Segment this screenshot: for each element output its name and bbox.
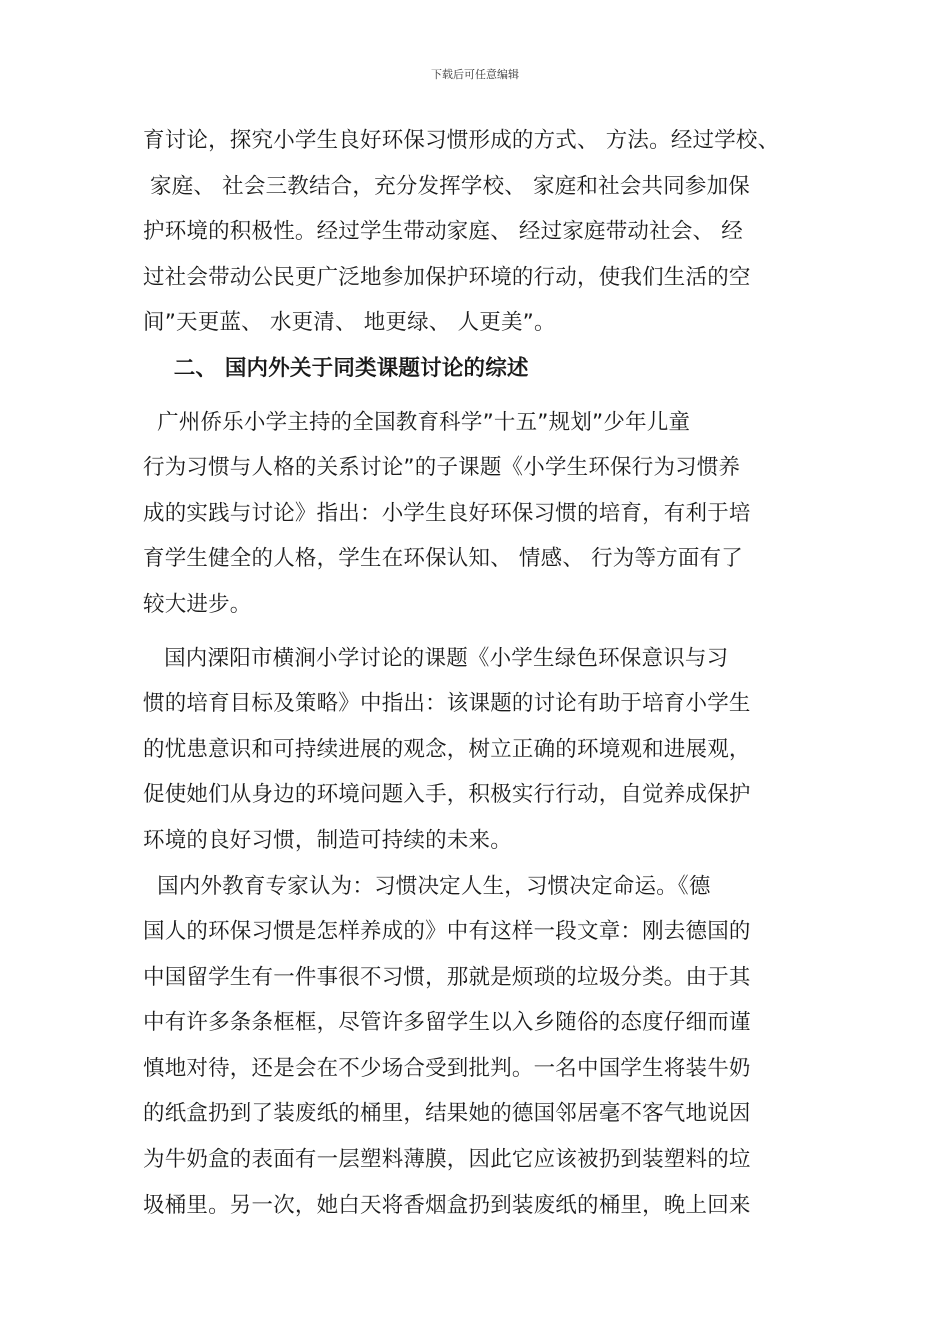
text-line: 中有许多条条框框，尽管许多留学生以入乡随俗的态度仔细而谨: [143, 1010, 751, 1036]
text-line: 惯的培育目标及策略》中指出：该课题的讨论有助于培育小学生: [143, 691, 751, 717]
paragraph-qiaole: [143, 400, 823, 628]
text-line: 的忧患意识和可持续进展的观念，树立正确的环境观和进展观，: [143, 736, 751, 762]
text-line: 国内外教育专家认为：习惯决定人生，习惯决定命运。《德: [143, 873, 711, 899]
text-line: 较大进步。: [143, 591, 252, 617]
text-line: 广州侨乐小学主持的全国教育科学”十五”规划”少年儿童: [143, 409, 691, 435]
paragraph-liyang: [143, 636, 823, 864]
paragraph-experts: [143, 864, 823, 1229]
text-line: 成的实践与讨论》指出：小学生良好环保习惯的培育，有利于培: [143, 500, 751, 526]
text-line: 国内溧阳市横涧小学讨论的课题《小学生绿色环保意识与习: [143, 645, 729, 671]
text-line: 环境的良好习惯，制造可持续的未来。: [143, 827, 512, 853]
text-line: 中国留学生有一件事很不习惯，那就是烦琐的垃圾分类。由于其: [143, 964, 751, 990]
text-line: 的纸盒扔到了装废纸的桶里，结果她的德国邻居毫不客气地说因: [143, 1101, 751, 1127]
text-line: 国人的环保习惯是怎样养成的》中有这样一段文章：刚去德国的: [143, 919, 751, 945]
text-line: 为牛奶盒的表面有一层塑料薄膜，因此它应该被扔到装塑料的垃: [143, 1147, 751, 1173]
text-line: 圾桶里。另一次，她白天将香烟盒扔到装废纸的桶里，晚上回来: [143, 1192, 751, 1218]
text-line: 育学生健全的人格，学生在环保认知、 情感、 行为等方面有了: [143, 546, 743, 572]
text-line: 促使她们从身边的环境问题入手，积极实行行动，自觉养成保护: [143, 782, 751, 808]
paragraph-continuation: [143, 118, 823, 346]
text-line: 护环境的积极性。经过学生带动家庭、 经过家庭带动社会、 经: [143, 219, 743, 245]
text-line: 慎地对待，还是会在不少场合受到批判。一名中国学生将装牛奶: [143, 1055, 751, 1081]
section-heading: [143, 346, 823, 392]
text-line: 育讨论，探究小学生良好环保习惯形成的方式、 方法。经过学校、: [143, 128, 780, 153]
document-body: [143, 118, 823, 1228]
text-line: 间”天更蓝、 水更清、 地更绿、 人更美”。: [143, 310, 556, 336]
text-line: 家庭、 社会三教结合，充分发挥学校、 家庭和社会共同参加保: [143, 173, 751, 199]
section-heading-text: 二、 国内外关于同类课题讨论的综述: [143, 355, 529, 381]
text-line: 行为习惯与人格的关系讨论”的子课题《小学生环保行为习惯养: [143, 455, 741, 481]
text-line: 过社会带动公民更广泛地参加保护环境的行动，使我们生活的空: [143, 264, 751, 290]
page-header-note: 下载后可任意编辑: [431, 68, 519, 81]
